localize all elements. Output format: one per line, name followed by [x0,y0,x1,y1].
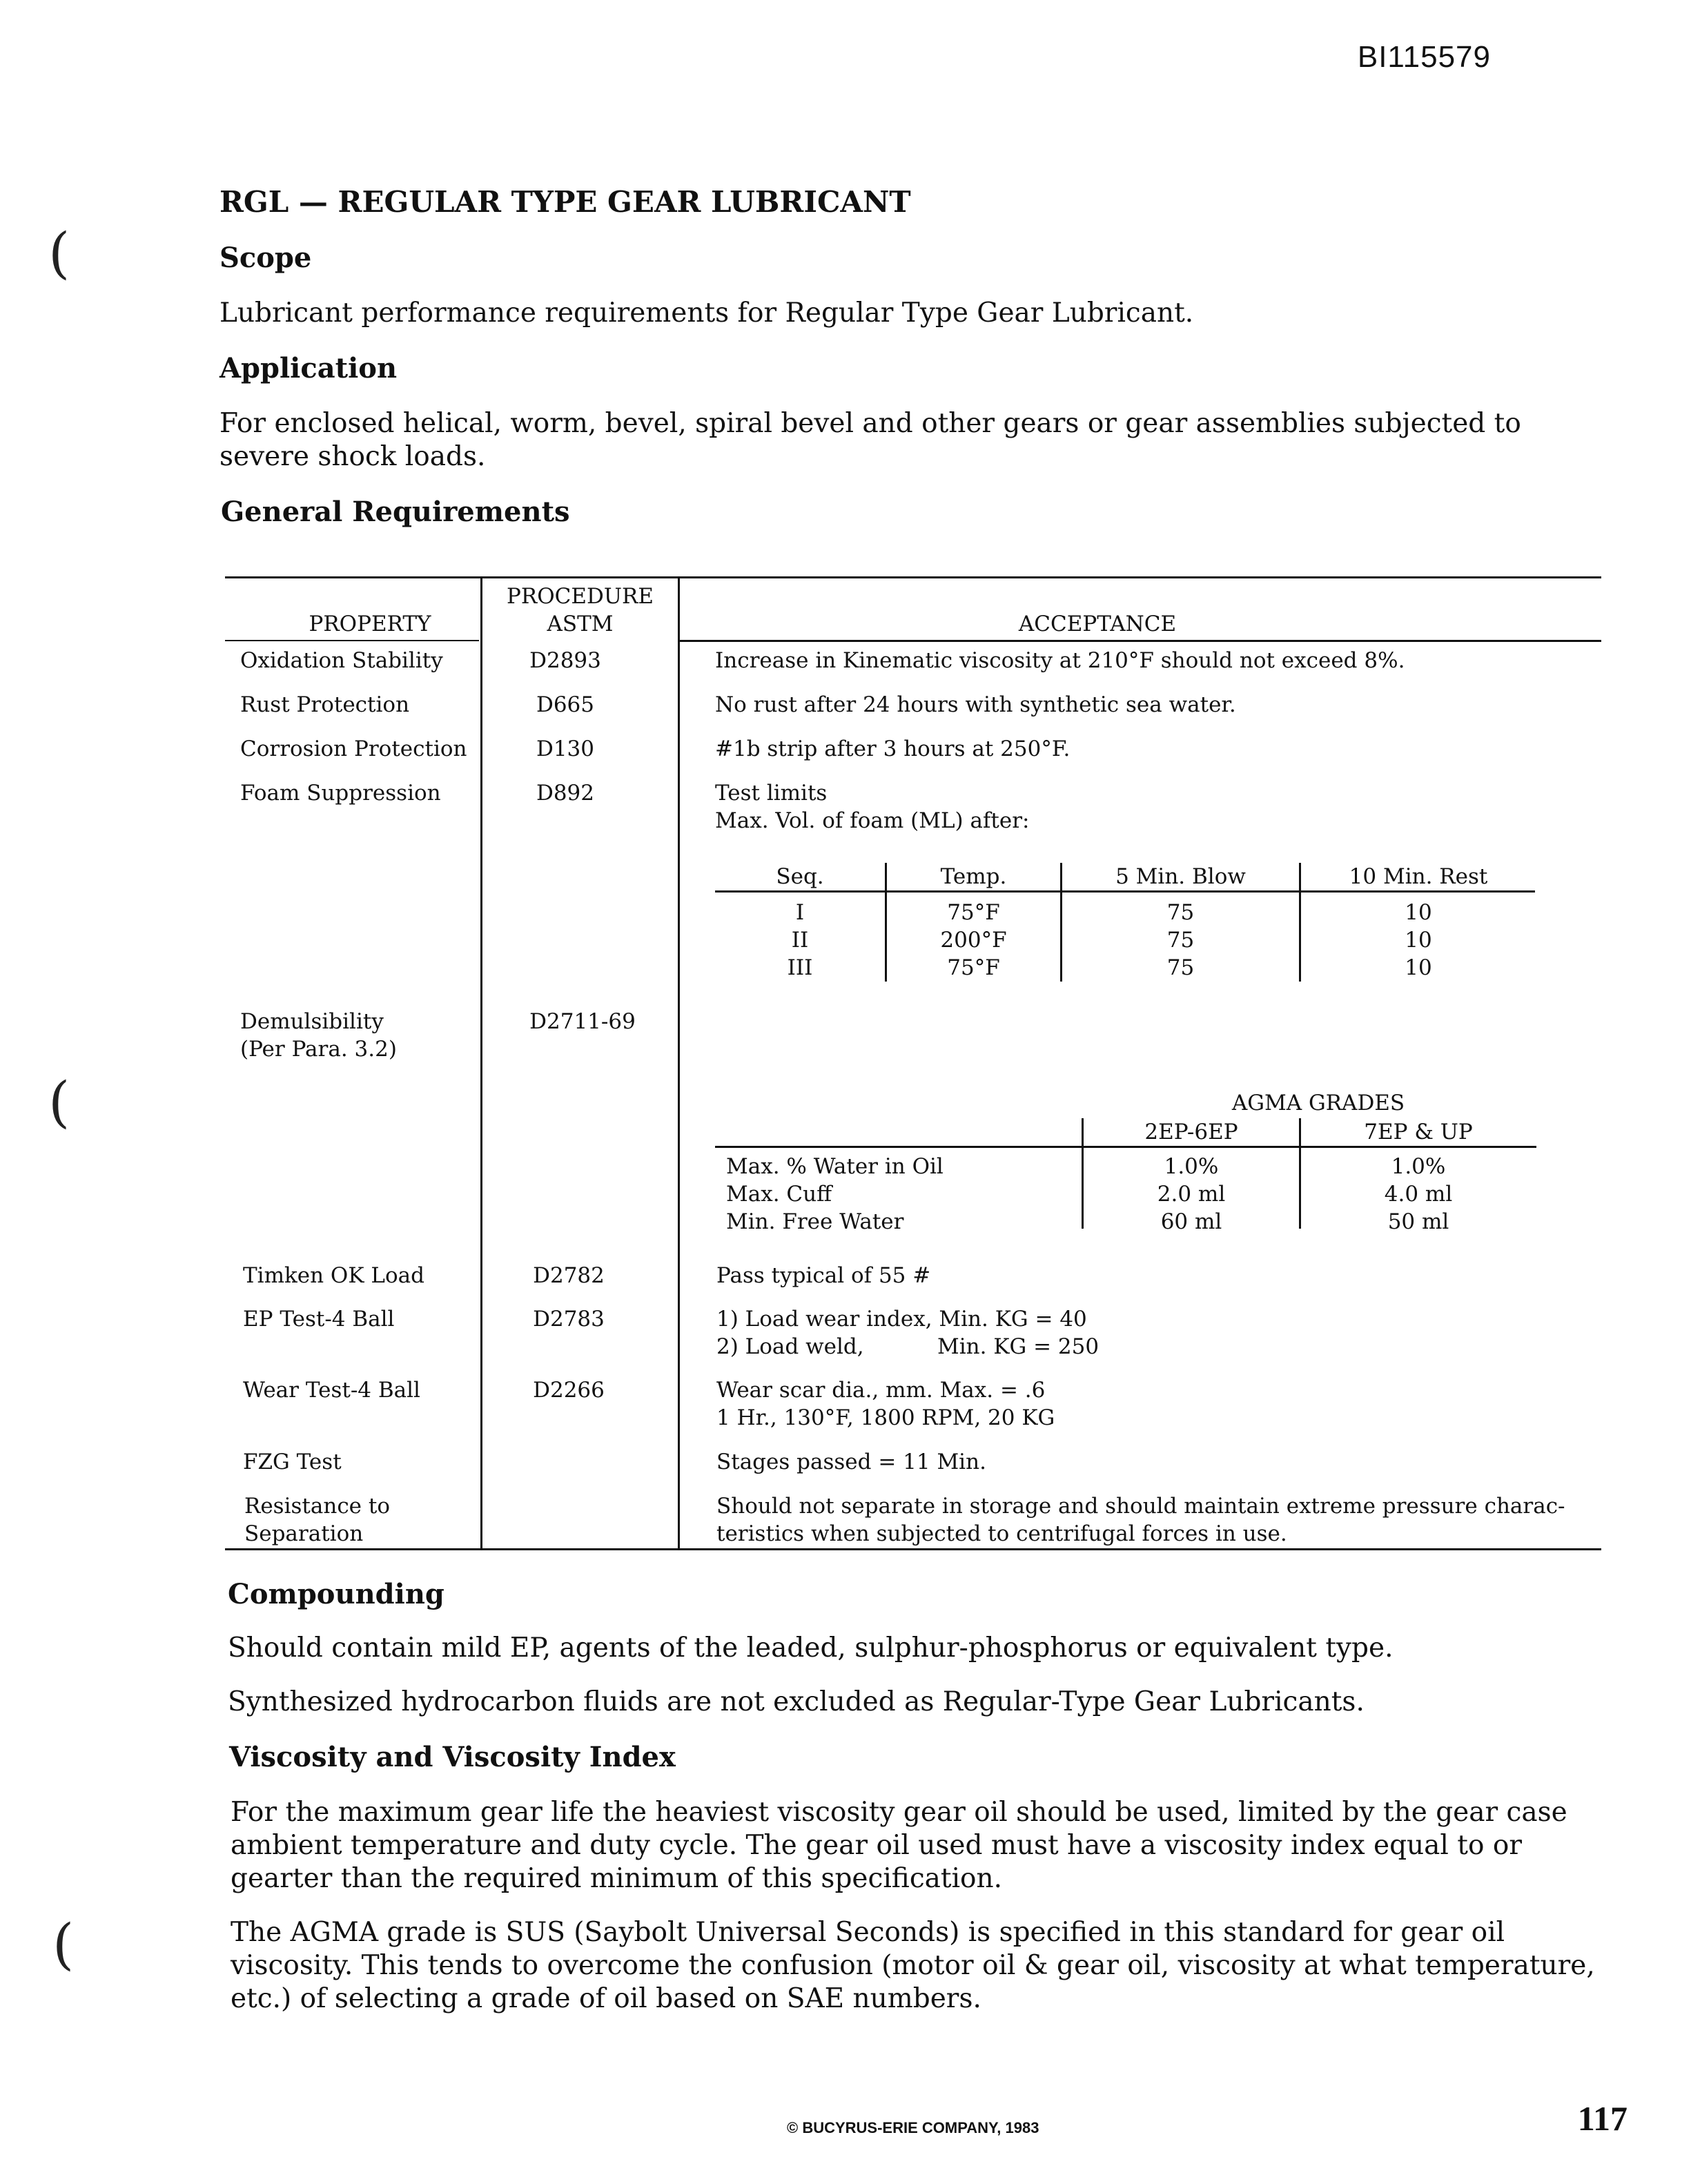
page-number: 117 [1577,2099,1628,2138]
application-text: For enclosed helical, worm, bevel, spiral bevel and other gears or gear assemblies subjected to severe shock loads. [219,408,1521,472]
row-acceptance: Max. Vol. of foam (ML) after: [715,808,1030,833]
row-property: Demulsibility [240,1009,384,1034]
row-acceptance: #1b strip after 3 hours at 250°F. [715,737,1071,761]
demuls-cell: 1.0% [1391,1154,1446,1179]
document-id: BI115579 [1357,40,1491,74]
foam-cell: 10 [1405,955,1432,980]
compounding-text-2: Synthesized hydrocarbon fluids are not excluded as Regular-Type Gear Lubricants. [228,1686,1365,1717]
margin-mark: ( [48,1070,70,1134]
row-property: Rust Protection [240,692,410,717]
demuls-header-b: 7EP & UP [1364,1120,1473,1144]
page-title: RGL — REGULAR TYPE GEAR LUBRICANT [219,185,911,219]
agma-grades-header: AGMA GRADES [1231,1091,1405,1115]
foam-cell: 200°F [940,928,1007,953]
row-property: FZG Test [243,1450,342,1474]
row-acceptance: Pass typical of 55 # [716,1263,931,1288]
foam-cell: 10 [1405,900,1432,925]
header-astm-label: ASTM [547,612,614,636]
viscosity-heading: Viscosity and Viscosity Index [229,1741,676,1773]
table-top-rule [225,576,1601,578]
general-requirements-heading: General Requirements [221,496,570,528]
demuls-label: Max. Cuff [726,1182,832,1207]
row-property: Oxidation Stability [240,648,443,673]
row-property: Wear Test-4 Ball [243,1378,420,1403]
row-property: Foam Suppression [240,781,441,806]
row-property: Corrosion Protection [240,737,467,761]
header-acceptance: ACCEPTANCE [1018,612,1177,636]
foam-cell: III [787,955,813,980]
foam-cell: 75 [1166,900,1195,925]
column-divider-2 [678,578,680,1549]
row-acceptance: Stages passed = 11 Min. [716,1450,986,1474]
scope-heading: Scope [219,242,312,274]
demuls-cell: 4.0 ml [1384,1182,1453,1207]
foam-header-rest: 10 Min. Rest [1349,864,1488,889]
header-rule-property [225,640,479,641]
row-property: Timken OK Load [243,1263,424,1288]
viscosity-text-1: For the maximum gear life the heaviest viscosity gear oil should be used, limited by the gear case ambient temperature and duty cycle. The gear oil used must have a viscosity index equal to or gearter than the required minimum of this specification. [231,1797,1567,1894]
row-acceptance: Should not separate in storage and should maintain extreme pressure charac- [716,1494,1565,1519]
demuls-cell: 2.0 ml [1157,1182,1226,1207]
demuls-cell: 50 ml [1387,1209,1449,1234]
row-acceptance: 1) Load wear index, Min. KG = 40 [716,1307,1087,1332]
demuls-label: Min. Free Water [726,1209,904,1234]
row-procedure: D130 [536,737,595,761]
row-acceptance: Min. KG = 250 [937,1334,1099,1359]
table-bottom-rule [225,1548,1601,1550]
compounding-heading: Compounding [228,1578,444,1610]
row-procedure: D2783 [533,1307,605,1332]
row-procedure: D2711-69 [529,1009,636,1034]
scope-text: Lubricant performance requirements for Regular Type Gear Lubricant. [219,298,1194,329]
foam-cell: 75°F [947,900,1000,925]
row-acceptance: 2) Load weld, [716,1334,864,1359]
row-property: EP Test-4 Ball [243,1307,395,1332]
foam-header-rule [715,890,1535,893]
foam-cell: 75 [1166,928,1195,953]
margin-mark: ( [52,1912,75,1976]
compounding-text-1: Should contain mild EP, agents of the leaded, sulphur-phosphorus or equivalent type. [228,1632,1394,1664]
foam-cell: II [791,928,809,953]
demuls-header-a: 2EP-6EP [1144,1120,1238,1144]
application-heading: Application [219,352,398,384]
foam-cell: I [795,900,805,925]
header-procedure: PROCEDURE [507,584,654,609]
demuls-label: Max. % Water in Oil [726,1154,944,1179]
row-procedure: D892 [536,781,595,806]
demuls-cell: 1.0% [1164,1154,1219,1179]
row-acceptance: Test limits [715,781,828,806]
margin-mark: ( [48,221,70,285]
header-astm [482,610,678,638]
foam-cell: 10 [1405,928,1432,953]
copyright: © BUCYRUS-ERIE COMPANY, 1983 [787,2119,1039,2136]
header-rule-acceptance [679,640,1601,642]
row-acceptance: Wear scar dia., mm. Max. = .6 [716,1378,1046,1403]
viscosity-text-2: The AGMA grade is SUS (Saybolt Universal Seconds) is specified in this standard for gear oil viscosity. This tends to overcome the confusion (motor oil & gear oil, viscosity at what temperature, etc.) of selecting a grade of oil based on SAE numbers. [231,1917,1595,2014]
foam-cell: 75 [1166,955,1195,980]
foam-header-blow: 5 Min. Blow [1115,864,1246,889]
demuls-header-rule [715,1146,1536,1148]
foam-header-temp: Temp. [940,864,1007,889]
row-procedure: D2782 [533,1263,605,1288]
row-procedure: D665 [536,692,595,717]
row-acceptance: Increase in Kinematic viscosity at 210°F should not exceed 8%. [715,648,1405,673]
row-procedure: D2893 [529,648,601,673]
row-acceptance: teristics when subjected to centrifugal forces in use. [716,1521,1287,1546]
row-property: (Per Para. 3.2) [240,1037,397,1062]
row-acceptance: No rust after 24 hours with synthetic sea water. [715,692,1236,717]
header-property: PROPERTY [309,612,431,636]
row-property: Separation [244,1521,364,1546]
row-acceptance: 1 Hr., 130°F, 1800 RPM, 20 KG [716,1405,1055,1430]
row-procedure: D2266 [533,1378,605,1403]
demuls-cell: 60 ml [1160,1209,1222,1234]
foam-cell: 75°F [947,955,1000,980]
row-property: Resistance to [244,1494,391,1519]
foam-header-seq: Seq. [776,864,824,889]
